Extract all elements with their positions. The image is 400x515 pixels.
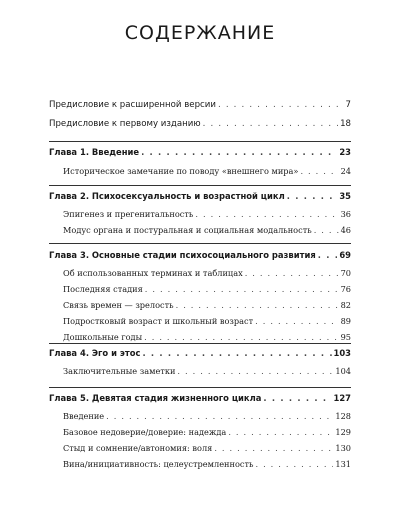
section-label: Эпигенез и прегенитальность: [63, 209, 194, 219]
dot-leader: [141, 147, 337, 157]
toc-section[interactable]: [49, 300, 351, 313]
toc-section[interactable]: [49, 411, 351, 424]
chapter-page: 23: [339, 147, 351, 157]
dot-leader: [287, 191, 338, 201]
dot-leader: [144, 332, 338, 342]
section-page: 76: [340, 284, 351, 294]
section-divider: [49, 243, 351, 244]
section-label: Заключительные заметки: [63, 366, 176, 376]
dot-leader: [263, 393, 331, 403]
toc-entry-label: Предисловие к первому изданию: [49, 119, 201, 129]
chapter-page: 69: [339, 250, 351, 260]
dot-leader: [176, 300, 339, 310]
section-page: 104: [335, 366, 351, 376]
dot-leader: [255, 459, 333, 469]
toc-entry-label: Предисловие к расширенной версии: [49, 100, 216, 110]
section-page: 128: [335, 411, 351, 421]
toc-section[interactable]: [49, 225, 351, 238]
section-divider: [49, 343, 351, 344]
section-page: 82: [340, 300, 351, 310]
dot-leader: [203, 119, 338, 129]
dot-leader: [228, 427, 333, 437]
chapter-page: 127: [333, 393, 351, 403]
section-label: Модус органа и постуральная и социальная модальность: [63, 225, 312, 235]
section-page: 70: [340, 268, 351, 278]
section-label: Базовое недоверие/доверие: надежда: [63, 427, 227, 437]
toc-section[interactable]: [49, 366, 351, 379]
page-title: СОДЕРЖАНИЕ: [124, 22, 276, 44]
toc-section[interactable]: [49, 459, 351, 472]
chapter-label: Глава 3. Основные стадии психосоциального развития: [49, 250, 316, 260]
toc-section[interactable]: [49, 316, 351, 329]
section-page: 46: [340, 225, 351, 235]
section-label: Подростковый возраст и школьный возраст: [63, 316, 254, 326]
toc-section[interactable]: [49, 209, 351, 222]
toc-entry-page: 7: [345, 100, 351, 110]
section-label: Связь времен — зрелость: [63, 300, 174, 310]
dot-leader: [106, 411, 333, 421]
section-label: Дошкольные годы: [63, 332, 143, 342]
chapter-label: Глава 1. Введение: [49, 147, 140, 157]
dot-leader: [218, 100, 344, 110]
toc-chapter-3[interactable]: [49, 250, 351, 263]
dot-leader: [318, 250, 338, 260]
dot-leader: [142, 348, 331, 358]
toc-section[interactable]: [49, 166, 351, 179]
toc-chapter-5[interactable]: [49, 393, 351, 406]
section-divider: [49, 141, 351, 142]
chapter-page: 103: [333, 348, 351, 358]
dot-leader: [255, 316, 338, 326]
dot-leader: [300, 166, 338, 176]
chapter-label: Глава 2. Психосексуальность и возрастной цикл: [49, 191, 285, 201]
section-divider: [49, 185, 351, 186]
dot-leader: [177, 366, 333, 376]
toc-section[interactable]: [49, 443, 351, 456]
section-label: Последняя стадия: [63, 284, 143, 294]
chapter-label: Глава 5. Девятая стадия жизненного цикла: [49, 393, 262, 403]
section-label: Вина/инициативность: целеустремленность: [63, 459, 254, 469]
toc-entry-preface-extended[interactable]: [49, 100, 351, 113]
toc-section[interactable]: [49, 284, 351, 297]
toc-entry-preface-first[interactable]: [49, 119, 351, 132]
section-label: Стыд и сомнение/автономия: воля: [63, 443, 213, 453]
section-page: 131: [335, 459, 351, 469]
section-label: Об использованных терминах и таблицах: [63, 268, 243, 278]
dot-leader: [214, 443, 333, 453]
dot-leader: [245, 268, 339, 278]
section-page: 89: [340, 316, 351, 326]
dot-leader: [145, 284, 339, 294]
toc-section[interactable]: [49, 427, 351, 440]
section-page: 95: [340, 332, 351, 342]
section-page: 36: [340, 209, 351, 219]
section-page: 129: [335, 427, 351, 437]
dot-leader: [195, 209, 338, 219]
section-page: 130: [335, 443, 351, 453]
toc-entry-page: 18: [340, 119, 351, 129]
chapter-label: Глава 4. Эго и этос: [49, 348, 141, 358]
toc-chapter-1[interactable]: [49, 147, 351, 160]
section-page: 24: [340, 166, 351, 176]
toc-section[interactable]: [49, 268, 351, 281]
section-label: Историческое замечание по поводу «внешнего мира»: [63, 166, 299, 176]
toc-chapter-2[interactable]: [49, 191, 351, 204]
chapter-page: 35: [339, 191, 351, 201]
toc-chapter-4[interactable]: [49, 348, 351, 361]
section-label: Введение: [63, 411, 105, 421]
table-of-contents: [49, 0, 351, 515]
dot-leader: [314, 225, 339, 235]
section-divider: [49, 387, 351, 388]
